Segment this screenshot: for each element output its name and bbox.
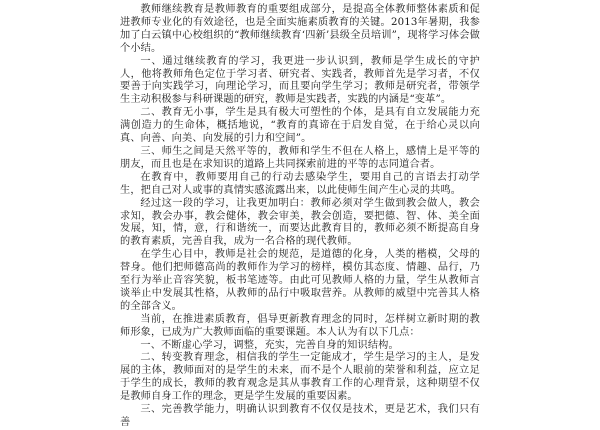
paragraph-point-two: 二、教育无小事，学生是具有极大可塑性的个体，是具有自立发展能力充满创造力的生命体，概括地说，“教育的真谛在于启发自觉，在于给心灵以向真、向善、向美、向发展的引力和空间”。 [120, 107, 480, 145]
paragraph-list-three: 三、完善教学能力，明确认识到教育不仅仅是技术，更是艺术，我们只有善 [120, 404, 480, 428]
document-body [112, 0, 488, 430]
paragraph-list-two: 二、转变教育理念，相信我的学生一定能成才，学生是学习的主人，是发展的主体，教师面对的是学生的未来，而不是个人眼前的荣誉和利益，应立足于学生的成长，教师的教育观念是其从事教育工作的心理背景，这种期望不仅是教师自身工作的理念，更是学生发展的重要因素。 [120, 352, 480, 403]
paragraph-teaching-emotion: 在教育中，教师要用自己的行动去感染学生，要用自己的言语去打动学生，把自己对人或事的真情实感流露出来，以此使师生间产生心灵的共鸣。 [120, 171, 480, 196]
paragraph-intro: 教师继续教育是教师教育的重要组成部分，是提高全体教师整体素质和促进教师专业化的有效途径，也是全面实施素质教育的关键。2013年暑期，我参加了白云镇中心校组织的“教师继续教育‘四新’县级全员培训”，现将学习体会做个小结。 [120, 4, 480, 54]
paragraph-point-three: 三、师生之间是天然平等的，教师和学生不但在人格上，感情上是平等的朋友，而且也是在求知识的道路上共同探索前进的平等的志同道合者。 [120, 145, 480, 170]
paragraph-list-one: 一、不断虚心学习，调整，充实，完善自身的知识结构。 [140, 339, 399, 351]
document-page [112, 0, 488, 428]
paragraph-teacher-role-model: 在学生心目中，教师是社会的规范，是道德的化身，人类的楷模，父母的替身。他们把师德高尚的教师作为学习的榜样，模仿其态度、情趣、品行，乃至行为举止音容笑貌，板书笔迹等。由此可见教师人格的力量，学生从教师言谈举止中发展其性格，从教师的品行中吸取营养。从教师的威望中完善其人格的全部含义。 [120, 249, 480, 312]
paragraph-new-image: 当前，在推进素质教育，倡导更新教育理念的同时，怎样树立新时期的教师形象，已成为广大教师面临的重要课题。本人认为有以下几点： [120, 313, 480, 338]
paragraph-point-one: 一、通过继续教育的学习，我更进一步认识到，教师是学生成长的守护人，他将教师角色定位于学习者、研究者、实践者，教师首先是学习者，不仅要善于向实践学习，向理论学习，而且要向学生学习；教师是研究者，带领学生主动积极参与科研课题的研究，教师是实践者，实践的内涵是“变革”。 [120, 55, 480, 106]
paragraph-learning-summary: 经过这一段的学习，让我更加明白：教师必须对学生做到教会做人，教会求知，教会办事，教会健体，教会审美，教会创造，要把德、智、体、美全面发展，知，情，意，行和谐统一，而要达此教育目的，教师必须不断提高自身的教育素质，完善自我，成为一名合格的现代教师。 [120, 197, 480, 248]
